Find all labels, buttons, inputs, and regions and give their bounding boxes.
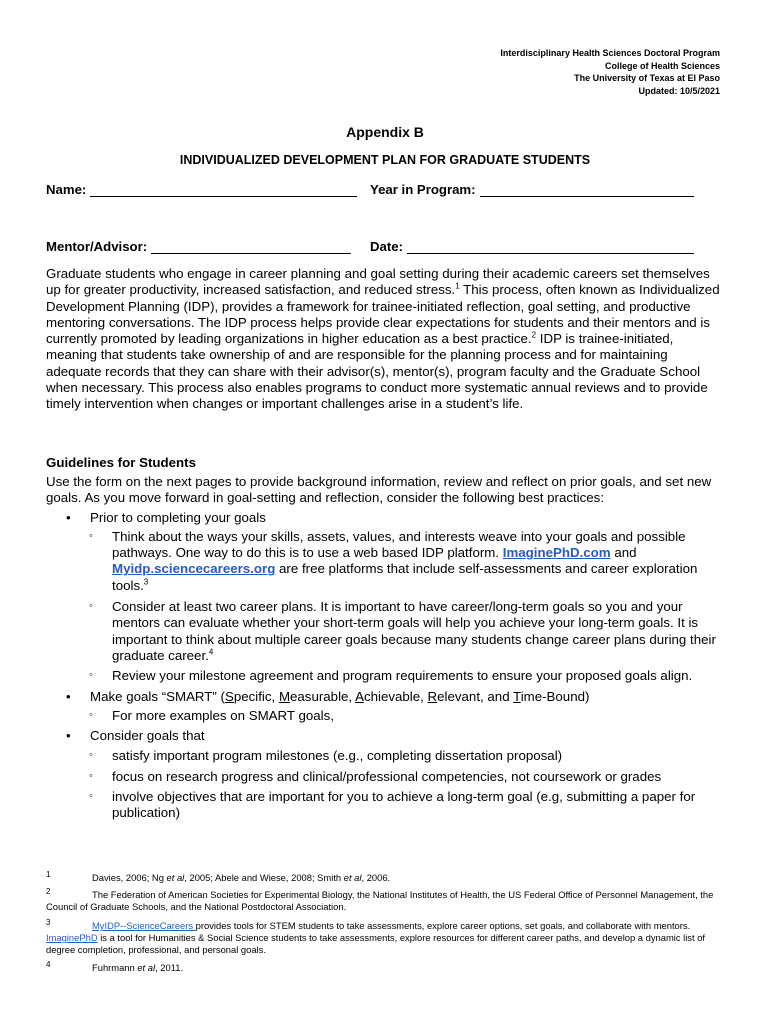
plan-title: INDIVIDUALIZED DEVELOPMENT PLAN FOR GRADUATE STUDENTS <box>179 153 591 167</box>
circle-bullet-icon: ◦ <box>89 708 93 721</box>
footnote-text: et al <box>137 962 156 973</box>
date-blank[interactable] <box>407 239 694 254</box>
sub-bullet-text: Think about the ways your skills, assets, values, and interests weave into your goals and possible pathways. One way to do this is to use a web based IDP platform. <box>112 528 686 561</box>
bullet-text: ime-Bound) <box>520 688 590 704</box>
bullet-text: Prior to completing your goals <box>90 509 266 525</box>
name-field <box>46 182 357 197</box>
list-item <box>46 789 726 822</box>
footnote-text: Davies, 2006; Ng <box>92 872 167 883</box>
footnote-number: 2 <box>46 887 51 896</box>
list-item <box>46 510 726 526</box>
list-item <box>46 689 726 705</box>
footnote-ref-4: 4 <box>208 647 214 657</box>
footnote-text: The Federation of American Societies for Experimental Biology, the National Institutes of Health, the US Federal Office of Personnel Management, the Council of Graduate Schools, and the National Postdoctoral Association. <box>46 889 714 912</box>
list-item <box>46 748 726 764</box>
name-label: Name: <box>46 182 87 197</box>
footnote-2 <box>46 889 726 913</box>
smart-letter: S <box>224 688 234 704</box>
list-item <box>46 728 726 744</box>
smart-letter: T <box>513 688 521 704</box>
footnote-text: , 2006. <box>361 872 391 883</box>
intro-paragraph <box>46 266 726 413</box>
header-college: College of Health Sciences <box>604 60 720 71</box>
mentor-field <box>46 239 351 254</box>
mentor-label: Mentor/Advisor: <box>46 239 148 254</box>
footnote-text: Fuhrmann <box>92 962 138 973</box>
footnote-ref-2: 2 <box>531 330 537 340</box>
sub-bullet-text: satisfy important program milestones (e.g., completing dissertation proposal) <box>112 748 563 764</box>
footnote-text: , 2005; Abele and Wiese, 2008; Smith <box>184 872 344 883</box>
year-field <box>370 182 694 197</box>
guidelines-lead: Use the form on the next pages to provide background information, review and reflect on prior goals, and set new goals. As you move forward in goal-setting and reflection, consider the following best practices: <box>46 474 712 506</box>
footnote-text: is a tool for Humanities & Social Science students to take assessments, explore resources for different career paths, and develop a dynamic list of degree completion, professional, and personal goals. <box>46 932 706 955</box>
footnote-3 <box>46 920 726 956</box>
header-program: Interdisciplinary Health Sciences Doctoral Program <box>500 48 720 58</box>
myidp-footnote-link[interactable]: MyIDP--ScienceCareers <box>92 920 196 931</box>
bullet-text: chievable, <box>363 688 428 704</box>
sub-bullet-text: involve objectives that are important for you to achieve a long-term goal (e.g, submitting a paper for publication) <box>112 789 696 821</box>
document-header <box>500 47 720 97</box>
name-blank[interactable] <box>90 182 357 197</box>
list-item <box>46 668 726 684</box>
bullet-icon: • <box>66 688 71 704</box>
smart-letter: A <box>355 688 364 704</box>
guidelines-heading: Guidelines for Students <box>46 455 196 470</box>
list-item <box>46 708 726 724</box>
intro-text-3: IDP is trainee-initiated, meaning that students take ownership of and are responsible for the planning process and for maintaining adequate records that they can share with their advisor(s), mentor(s), program faculty and the Graduate School when necessary. This process also enables programs to conduct more systematic annual reviews and to provide timely intervention when changes or important challenges arise in a student’s life. <box>46 331 708 412</box>
smart-letter: M <box>278 688 291 704</box>
sub-bullet-text: are free platforms that include self-assessments and career exploration tools. <box>112 561 698 593</box>
footnote-number: 3 <box>46 918 51 927</box>
footnote-ref-1: 1 <box>455 281 460 291</box>
circle-bullet-icon: ◦ <box>89 790 93 803</box>
intro-text-2: This process, often known as Individualized Development Planning (IDP), provides a framework for trainee-initiated reflection, goal setting, and productive mentoring conversations. The IDP process helps provide clear expectations for students and their mentors and is currently promoted by leading organizations in higher education as a best practice. <box>46 282 720 347</box>
circle-bullet-icon: ◦ <box>89 529 93 542</box>
imaginephd-link[interactable]: ImaginePhD.com <box>502 545 611 561</box>
bullet-text: Consider goals that <box>90 728 205 744</box>
footnote-number: 1 <box>46 870 51 879</box>
footnote-number: 4 <box>46 960 51 969</box>
footnote-text: et al <box>343 872 362 883</box>
header-updated: Updated: 10/5/2021 <box>638 85 720 96</box>
date-field <box>370 239 694 254</box>
footnote-4 <box>46 962 726 974</box>
sub-bullet-text: Review your milestone agreement and program requirements to ensure your proposed goals align. <box>112 668 693 684</box>
footnote-text: , 2011. <box>155 962 184 973</box>
sub-bullet-text: Consider at least two career plans. It is important to have career/long-term goals so you and your mentors can evaluate whether your short-term goals will help you achieve your long-term goals. It is important to think about multiple career goals because many students change career plans during their graduate career. <box>112 599 716 663</box>
appendix-title: Appendix B <box>346 124 424 140</box>
imaginephd-footnote-link[interactable]: ImaginePhD <box>46 932 98 943</box>
myidp-link[interactable]: Myidp.sciencecareers.org <box>112 561 276 577</box>
footnote-text: provides tools for STEM students to take assessments, explore career options, set goals, and collaborate with mentors. <box>195 920 691 931</box>
bullet-icon: • <box>66 728 71 744</box>
circle-bullet-icon: ◦ <box>89 669 93 682</box>
footnote-text: et al <box>166 872 185 883</box>
year-blank[interactable] <box>480 182 694 197</box>
footnote-1 <box>46 872 726 884</box>
bullet-text: pecific, <box>233 688 279 704</box>
year-label: Year in Program: <box>370 182 476 197</box>
circle-bullet-icon: ◦ <box>89 600 93 613</box>
bullet-text: easurable, <box>290 688 356 704</box>
mentor-blank[interactable] <box>151 239 351 254</box>
header-university: The University of Texas at El Paso <box>574 73 720 83</box>
sub-bullet-text: For more examples on SMART goals, <box>112 707 334 723</box>
circle-bullet-icon: ◦ <box>89 769 93 782</box>
intro-text-1: Graduate students who engage in career planning and goal setting during their academic careers set themselves up for greater productivity, increased satisfaction, and reduced stress. <box>46 266 710 298</box>
sub-bullet-text: and <box>610 545 637 561</box>
bullet-icon: • <box>66 509 71 525</box>
bullet-text: elevant, and <box>437 688 514 704</box>
sub-bullet-text: focus on research progress and clinical/professional competencies, not coursework or grades <box>112 768 662 784</box>
smart-letter: R <box>427 688 438 704</box>
date-label: Date: <box>370 239 403 254</box>
bullet-text: Make goals “SMART” ( <box>90 688 225 704</box>
footnote-ref-3: 3 <box>143 577 149 587</box>
list-item <box>46 529 726 594</box>
guidelines-list <box>46 510 726 822</box>
list-item <box>46 599 726 664</box>
circle-bullet-icon: ◦ <box>89 749 93 762</box>
guidelines-body <box>46 474 726 822</box>
list-item <box>46 769 726 785</box>
